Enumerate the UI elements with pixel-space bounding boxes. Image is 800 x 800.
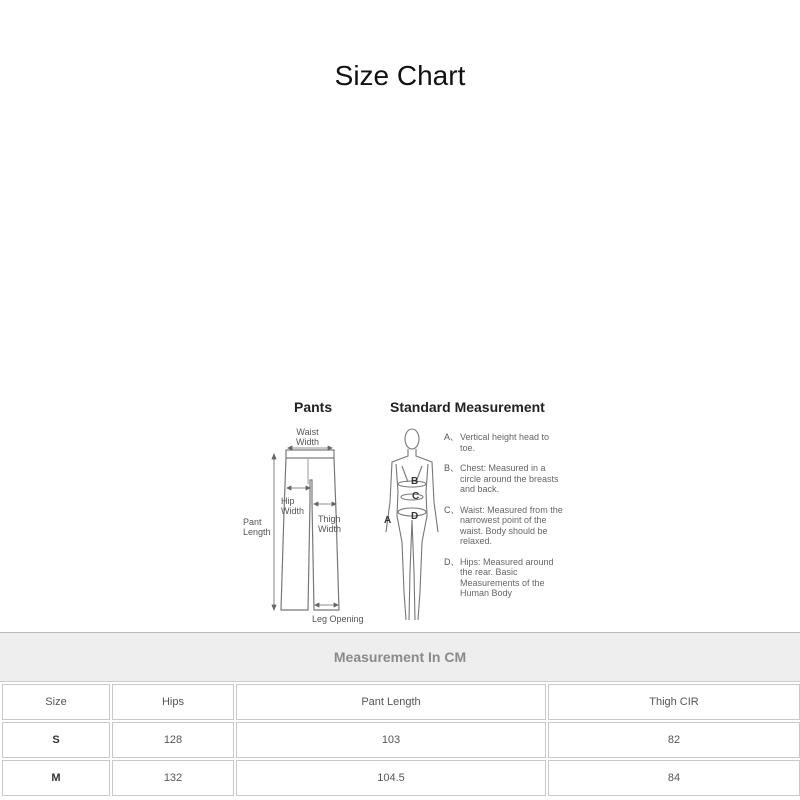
cell-thigh-cir: 84 (548, 760, 800, 796)
note-d: D、 Hips: Measured around the rear. Basic Measurements of the Human Body (444, 556, 554, 598)
measurement-notes (444, 432, 564, 609)
letter-c: C (412, 491, 420, 502)
cell-hips: 128 (112, 722, 234, 758)
note-b: B、 Chest: Measured in a circle around the breasts and back. (444, 463, 559, 494)
standard-heading: Standard Measurement (390, 399, 545, 415)
waist-width-label: Waist Width (296, 427, 320, 447)
header-pant-length: Pant Length (236, 684, 546, 720)
cell-pant-length: 103 (236, 722, 546, 758)
letter-a: A (384, 515, 392, 526)
table-row (2, 760, 800, 796)
cell-pant-length: 104.5 (236, 760, 546, 796)
size-table (0, 682, 800, 798)
leg-opening-label: Leg Opening (312, 614, 364, 624)
letter-b: B (411, 476, 419, 487)
pant-length-label: Pant Length (243, 517, 271, 537)
table-caption: Measurement In CM (0, 632, 800, 682)
header-hips: Hips (112, 684, 234, 720)
pants-heading: Pants (294, 399, 333, 415)
header-size: Size (2, 684, 110, 720)
cell-hips: 132 (112, 760, 234, 796)
hip-width-label: Hip Width (281, 496, 305, 516)
table-header-row (2, 684, 800, 720)
measurement-guide (236, 392, 566, 632)
page-title: Size Chart (334, 60, 466, 91)
cell-thigh-cir: 82 (548, 722, 800, 758)
note-c: C、 Waist: Measured from the narrowest point of the waist. Body should be relaxed. (444, 504, 563, 546)
table-row (2, 722, 800, 758)
size-table-section (0, 632, 800, 800)
letter-d: D (411, 511, 419, 522)
cell-size: S (2, 722, 110, 758)
note-a: A、 Vertical height head to toe. (444, 432, 550, 453)
thigh-width-label: Thigh Width (318, 514, 342, 534)
header-thigh-cir: Thigh CIR (548, 684, 800, 720)
cell-size: M (2, 760, 110, 796)
